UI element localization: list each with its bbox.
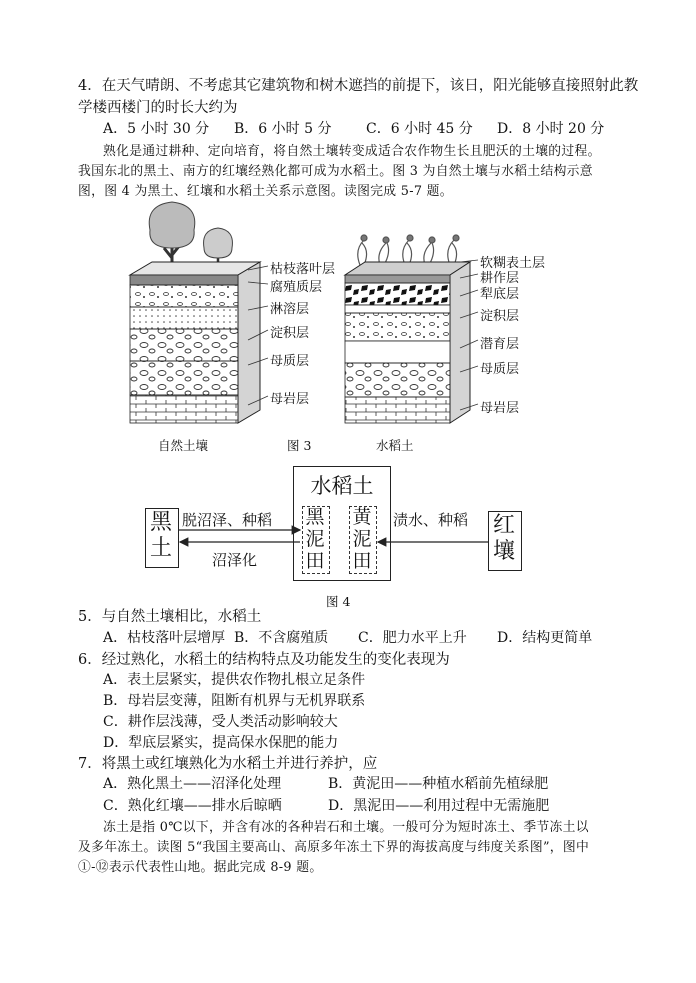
right-layer-label: 母质层 xyxy=(480,362,520,377)
right-layer-label: 潜育层 xyxy=(480,337,520,352)
q6-option-b: B．母岩层变薄，阻断有机界与无机界联系 xyxy=(103,693,366,709)
q6-option-a: A．表土层紧实，提供农作物扎根立足条件 xyxy=(103,672,366,688)
left-layer-label: 淋溶层 xyxy=(270,302,310,317)
q4-option-d: D．8 小时 20 分 xyxy=(497,121,605,137)
paddy-soil-block xyxy=(345,235,478,423)
fig4-title: 水稻土 xyxy=(310,474,374,498)
arrow-label-bottom-left: 沼泽化 xyxy=(212,551,258,569)
intro1-line2: 我国东北的黑土、南方的红壤经熟化都可成为水稻土。图 3 为自然土壤与水稻土结构示意 xyxy=(78,164,593,179)
figure-3-diagram xyxy=(120,200,560,455)
q4-stem-line1: 4．在天气晴朗、不考虑其它建筑物和树木遮挡的前提下，该日，阳光能够直接照射此教 xyxy=(78,78,639,94)
intro1-line1: 熟化是通过耕种、定向培育，将自然土壤转变成适合农作物生长且肥沃的土壤的过程。 xyxy=(103,144,601,159)
left-layer-label: 枯枝落叶层 xyxy=(270,262,336,277)
right-layer-label: 软糊表土层 xyxy=(480,256,546,271)
left-layer-label: 腐殖质层 xyxy=(270,280,323,295)
q6-option-c: C．耕作层浅薄，受人类活动影响较大 xyxy=(103,714,338,730)
left-layer-label: 母质层 xyxy=(270,354,310,369)
intro2-line2: 及多年冻土。读图 5“我国主要高山、高原多年冻土下界的海拔高度与纬度关系图”，图中 xyxy=(78,840,590,855)
left-layer-label: 母岩层 xyxy=(270,392,310,407)
intro2-line1: 冻土是指 0℃以下，并含有冰的各种岩石和土壤。一般可分为短时冻土、季节冻土以 xyxy=(103,820,589,835)
black-mud-field-label: 黑 泥 田 xyxy=(305,506,325,572)
q4-option-b: B．6 小时 5 分 xyxy=(234,121,332,137)
fig3-label: 图 3 xyxy=(287,438,312,453)
q5-stem: 5．与自然土壤相比，水稻土 xyxy=(78,609,262,625)
left-layer-label: 淀积层 xyxy=(270,326,310,341)
fig4-label: 图 4 xyxy=(326,594,351,609)
black-soil-label: 黑 土 xyxy=(149,510,172,561)
q5-option-a: A．枯枝落叶层增厚 xyxy=(103,630,226,646)
right-layer-label: 淀积层 xyxy=(480,309,520,324)
natural-soil-block xyxy=(130,202,268,423)
q6-stem: 6．经过熟化，水稻土的结构特点及功能发生的变化表现为 xyxy=(78,652,450,668)
intro2-line3: ①-⑫表示代表性山地。据此完成 8-9 题。 xyxy=(78,860,323,875)
rice-plant-icon xyxy=(358,235,459,265)
q4-option-a: A．5 小时 30 分 xyxy=(103,121,210,137)
right-layer-label: 犁底层 xyxy=(480,287,520,302)
q5-option-c: C．肥力水平上升 xyxy=(358,630,467,646)
red-soil-label: 红 壤 xyxy=(492,513,515,564)
q6-option-d: D．犁底层紧实，提高保水保肥的能力 xyxy=(103,735,339,751)
q5-option-b: B．不含腐殖质 xyxy=(234,630,329,646)
right-layer-label: 母岩层 xyxy=(480,401,520,416)
q7-option-c: C．熟化红壤——排水后晾晒 xyxy=(103,798,282,814)
fig3-left-caption: 自然土壤 xyxy=(158,438,209,453)
q7-stem: 7．将黑土或红壤熟化为水稻土并进行养护，应 xyxy=(78,756,378,772)
arrow-label-right: 渍水、种稻 xyxy=(393,511,469,529)
q7-option-d: D．黑泥田——利用过程中无需施肥 xyxy=(328,798,550,814)
q7-option-b: B．黄泥田——种植水稻前先植绿肥 xyxy=(328,776,549,792)
q4-option-c: C．6 小时 45 分 xyxy=(366,121,473,137)
fig3-right-caption: 水稻土 xyxy=(376,438,414,453)
q4-stem-line2: 学楼西楼门的时长大约为 xyxy=(78,100,238,116)
q5-option-d: D．结构更简单 xyxy=(497,630,593,646)
q7-option-a: A．熟化黑土——沼泽化处理 xyxy=(103,776,282,792)
intro1-line3: 图，图 4 为黑土、红壤和水稻土关系示意图。读图完成 5-7 题。 xyxy=(78,184,453,199)
arrow-label-top-left: 脱沼泽、种稻 xyxy=(182,511,273,529)
right-layer-label: 耕作层 xyxy=(480,271,520,286)
yellow-mud-field-label: 黄 泥 田 xyxy=(352,506,372,572)
